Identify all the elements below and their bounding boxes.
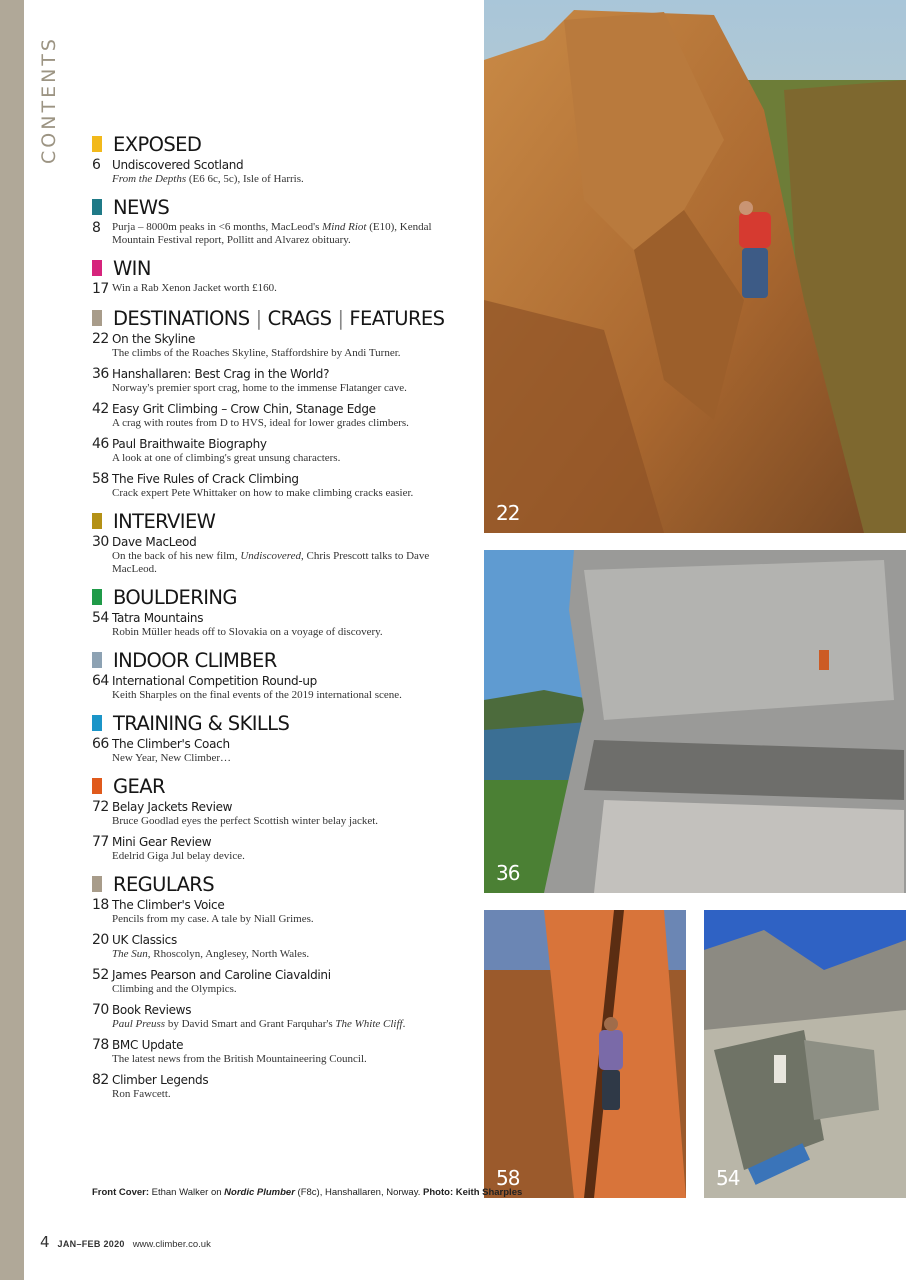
section-color-marker (92, 876, 102, 892)
entry-description-text: Purja – 8000m peaks in <6 months, MacLeod's (112, 221, 323, 233)
entry-description (112, 815, 464, 828)
entry-page-number: 78 (92, 1037, 109, 1053)
section-header (92, 304, 464, 332)
entry-page-number: 58 (92, 471, 109, 487)
entry-description-text: The latest news from the British Mountaineering Council. (112, 1053, 367, 1065)
entry-description (112, 452, 464, 465)
entry-description-text: Norway's premier sport crag, home to the immense Flatanger cave. (112, 382, 407, 394)
entry-title: Tatra Mountains (112, 611, 204, 625)
section-title: INDOOR CLIMBER (113, 648, 277, 672)
toc-entry[interactable] (92, 402, 464, 430)
toc-entry[interactable] (92, 835, 464, 863)
entry-description-italic: The White Cliff (335, 1018, 403, 1030)
entry-page-number: 64 (92, 673, 109, 689)
entry-title: International Competition Round-up (112, 674, 317, 688)
entry-description (112, 850, 464, 863)
toc-entry[interactable] (92, 535, 464, 576)
section-title (113, 307, 444, 330)
entry-title: Belay Jackets Review (112, 800, 233, 814)
entry-page-number: 30 (92, 534, 109, 550)
entry-description-text: Ron Fawcett. (112, 1088, 171, 1100)
toc-entry[interactable] (92, 221, 464, 247)
entry-description (112, 382, 464, 395)
photo-page-number: 22 (496, 501, 520, 525)
entry-description (112, 221, 464, 247)
entry-title: On the Skyline (112, 332, 196, 346)
section-color-marker (92, 260, 102, 276)
section-title-part: CRAGS (267, 306, 332, 330)
toc-section (92, 709, 464, 765)
entry-title: Paul Braithwaite Biography (112, 437, 267, 451)
toc-entry[interactable] (92, 472, 464, 500)
section-title: TRAINING & SKILLS (113, 711, 290, 735)
section-title: EXPOSED (113, 132, 202, 156)
section-color-marker (92, 199, 102, 215)
entry-description (112, 282, 464, 295)
entry-description-text: Robin Müller heads off to Slovakia on a voyage of discovery. (112, 626, 383, 638)
entry-description (112, 417, 464, 430)
entry-description-text: New Year, New Climber… (112, 752, 232, 764)
entry-page-number: 20 (92, 932, 109, 948)
toc-entry[interactable] (92, 1003, 464, 1031)
section-color-marker (92, 589, 102, 605)
entry-page-number: 8 (92, 220, 101, 236)
entry-page-number: 46 (92, 436, 109, 452)
toc-entry[interactable] (92, 968, 464, 996)
entry-description-text: (E6 6c, 5c), Isle of Harris. (186, 173, 304, 185)
toc-entry[interactable] (92, 737, 464, 765)
entry-title: The Climber's Coach (112, 737, 230, 751)
section-title: WIN (113, 256, 151, 280)
page-footer (40, 1233, 211, 1251)
contents-label: CONTENTS (38, 36, 60, 164)
entry-title: James Pearson and Caroline Ciavaldini (112, 968, 331, 982)
entry-description-text: A look at one of climbing's great unsung characters. (112, 452, 341, 464)
entry-title: Mini Gear Review (112, 835, 212, 849)
entry-description-text: Edelrid Giga Jul belay device. (112, 850, 245, 862)
entry-description-text: Win a Rab Xenon Jacket worth £160. (112, 282, 277, 294)
entry-description-text: On the back of his new film, (112, 550, 241, 562)
toc-entry[interactable] (92, 367, 464, 395)
entry-description-text: . (402, 1018, 406, 1030)
table-of-contents (92, 130, 464, 1108)
section-header (92, 254, 464, 282)
photo-crack-climber (484, 910, 686, 1198)
entry-page-number: 18 (92, 897, 109, 913)
entry-description (112, 1018, 464, 1031)
entry-page-number: 22 (92, 331, 109, 347)
section-title-part: DESTINATIONS (113, 306, 250, 330)
section-title: BOULDERING (113, 585, 237, 609)
toc-section (92, 772, 464, 863)
toc-section (92, 870, 464, 1101)
footer-issue: JAN–FEB 2020 (57, 1239, 125, 1249)
entry-page-number: 72 (92, 799, 109, 815)
caption-route: Nordic Plumber (224, 1187, 295, 1198)
toc-entry[interactable] (92, 898, 464, 926)
entry-description (112, 487, 464, 500)
caption-photo-credit: Photo: Keith Sharples (423, 1187, 523, 1198)
toc-entry[interactable] (92, 332, 464, 360)
section-title: REGULARS (113, 872, 215, 896)
entry-page-number: 54 (92, 610, 109, 626)
entry-description-text: Bruce Goodlad eyes the perfect Scottish winter belay jacket. (112, 815, 379, 827)
toc-section (92, 646, 464, 702)
entry-description-text: , Rhoscolyn, Anglesey, North Wales. (147, 948, 310, 960)
entry-description-italic: From the Depths (112, 173, 187, 185)
toc-section (92, 130, 464, 186)
footer-page-number: 4 (40, 1233, 50, 1251)
section-header (92, 870, 464, 898)
footer-url[interactable]: www.climber.co.uk (132, 1239, 211, 1250)
entry-title: Climber Legends (112, 1073, 209, 1087)
toc-section (92, 304, 464, 500)
entry-description (112, 983, 464, 996)
entry-page-number: 36 (92, 366, 109, 382)
section-color-marker (92, 513, 102, 529)
entry-description-text: Climbing and the Olympics. (112, 983, 237, 995)
entry-description-italic: Undiscovered (240, 550, 301, 562)
entry-description (112, 1088, 464, 1101)
photo-roaches-climber (484, 0, 906, 533)
section-title-part: FEATURES (349, 306, 445, 330)
section-header (92, 193, 464, 221)
entry-title: The Climber's Voice (112, 898, 225, 912)
entry-title: Book Reviews (112, 1003, 192, 1017)
entry-title: The Five Rules of Crack Climbing (112, 472, 299, 486)
entry-description (112, 1053, 464, 1066)
entry-page-number: 77 (92, 834, 109, 850)
entry-description (112, 752, 464, 765)
entry-description-text: The climbs of the Roaches Skyline, Staffordshire by Andi Turner. (112, 347, 401, 359)
entry-description (112, 173, 464, 186)
entry-description (112, 550, 464, 576)
section-color-marker (92, 310, 102, 326)
toc-entry[interactable] (92, 158, 464, 186)
entry-description-text: Pencils from my case. A tale by Niall Grimes. (112, 913, 314, 925)
section-color-marker (92, 652, 102, 668)
photo-page-number: 36 (496, 861, 520, 885)
entry-description-italic: The Sun (112, 948, 148, 960)
entry-page-number: 17 (92, 281, 109, 297)
entry-description-text: Keith Sharples on the final events of the 2019 international scene. (112, 689, 402, 701)
toc-entry[interactable] (92, 282, 464, 297)
toc-entry[interactable] (92, 1038, 464, 1066)
section-title: NEWS (113, 195, 170, 219)
caption-name: Ethan Walker on (149, 1187, 225, 1198)
title-separator: | (337, 306, 344, 330)
entry-description-text: by David Smart and Grant Farquhar's (165, 1018, 336, 1030)
section-header (92, 130, 464, 158)
entry-title: Undiscovered Scotland (112, 158, 244, 172)
toc-entry[interactable] (92, 437, 464, 465)
photo-page-number: 58 (496, 1166, 520, 1190)
toc-section (92, 254, 464, 297)
photo-hanshallaren-crag (484, 550, 906, 893)
entry-page-number: 70 (92, 1002, 109, 1018)
entry-title: UK Classics (112, 933, 177, 947)
entry-description-text: Crack expert Pete Whittaker on how to make climbing cracks easier. (112, 487, 414, 499)
page-spine (0, 0, 24, 1280)
entry-description (112, 948, 464, 961)
entry-title: Hanshallaren: Best Crag in the World? (112, 367, 330, 381)
entry-page-number: 42 (92, 401, 109, 417)
toc-entry[interactable] (92, 1073, 464, 1101)
toc-section (92, 507, 464, 576)
section-header (92, 507, 464, 535)
entry-page-number: 52 (92, 967, 109, 983)
section-color-marker (92, 136, 102, 152)
entry-page-number: 66 (92, 736, 109, 752)
photo-tatra-boulder (704, 910, 906, 1198)
toc-section (92, 193, 464, 247)
caption-rest: (F8c), Hanshallaren, Norway. (294, 1187, 424, 1198)
entry-description (112, 347, 464, 360)
entry-title: Easy Grit Climbing – Crow Chin, Stanage Edge (112, 402, 376, 416)
section-header (92, 772, 464, 800)
front-cover-caption (92, 1187, 522, 1198)
toc-entry[interactable] (92, 674, 464, 702)
toc-entry[interactable] (92, 800, 464, 828)
entry-description (112, 913, 464, 926)
entry-description (112, 689, 464, 702)
section-color-marker (92, 778, 102, 794)
entry-description-text: A crag with routes from D to HVS, ideal for lower grades climbers. (112, 417, 409, 429)
entry-title: BMC Update (112, 1038, 184, 1052)
photo-page-number: 54 (716, 1166, 740, 1190)
section-header (92, 646, 464, 674)
entry-page-number: 6 (92, 157, 101, 173)
title-separator: | (255, 306, 262, 330)
toc-section (92, 583, 464, 639)
entry-page-number: 82 (92, 1072, 109, 1088)
section-header (92, 583, 464, 611)
toc-entry[interactable] (92, 933, 464, 961)
section-title: GEAR (113, 774, 165, 798)
entry-description (112, 626, 464, 639)
entry-description-italic: Mind Riot (322, 221, 367, 233)
section-header (92, 709, 464, 737)
entry-description-text: , Chris Prescott talks to Dave MacLeod. (112, 550, 430, 575)
entry-title: Dave MacLeod (112, 535, 197, 549)
toc-entry[interactable] (92, 611, 464, 639)
entry-description-text: (E10), Kendal Mountain Festival report, Pollitt and Alvarez obituary. (112, 221, 432, 246)
section-color-marker (92, 715, 102, 731)
caption-label: Front Cover: (92, 1187, 149, 1198)
entry-description-italic: Paul Preuss (112, 1018, 166, 1030)
section-title: INTERVIEW (113, 509, 216, 533)
